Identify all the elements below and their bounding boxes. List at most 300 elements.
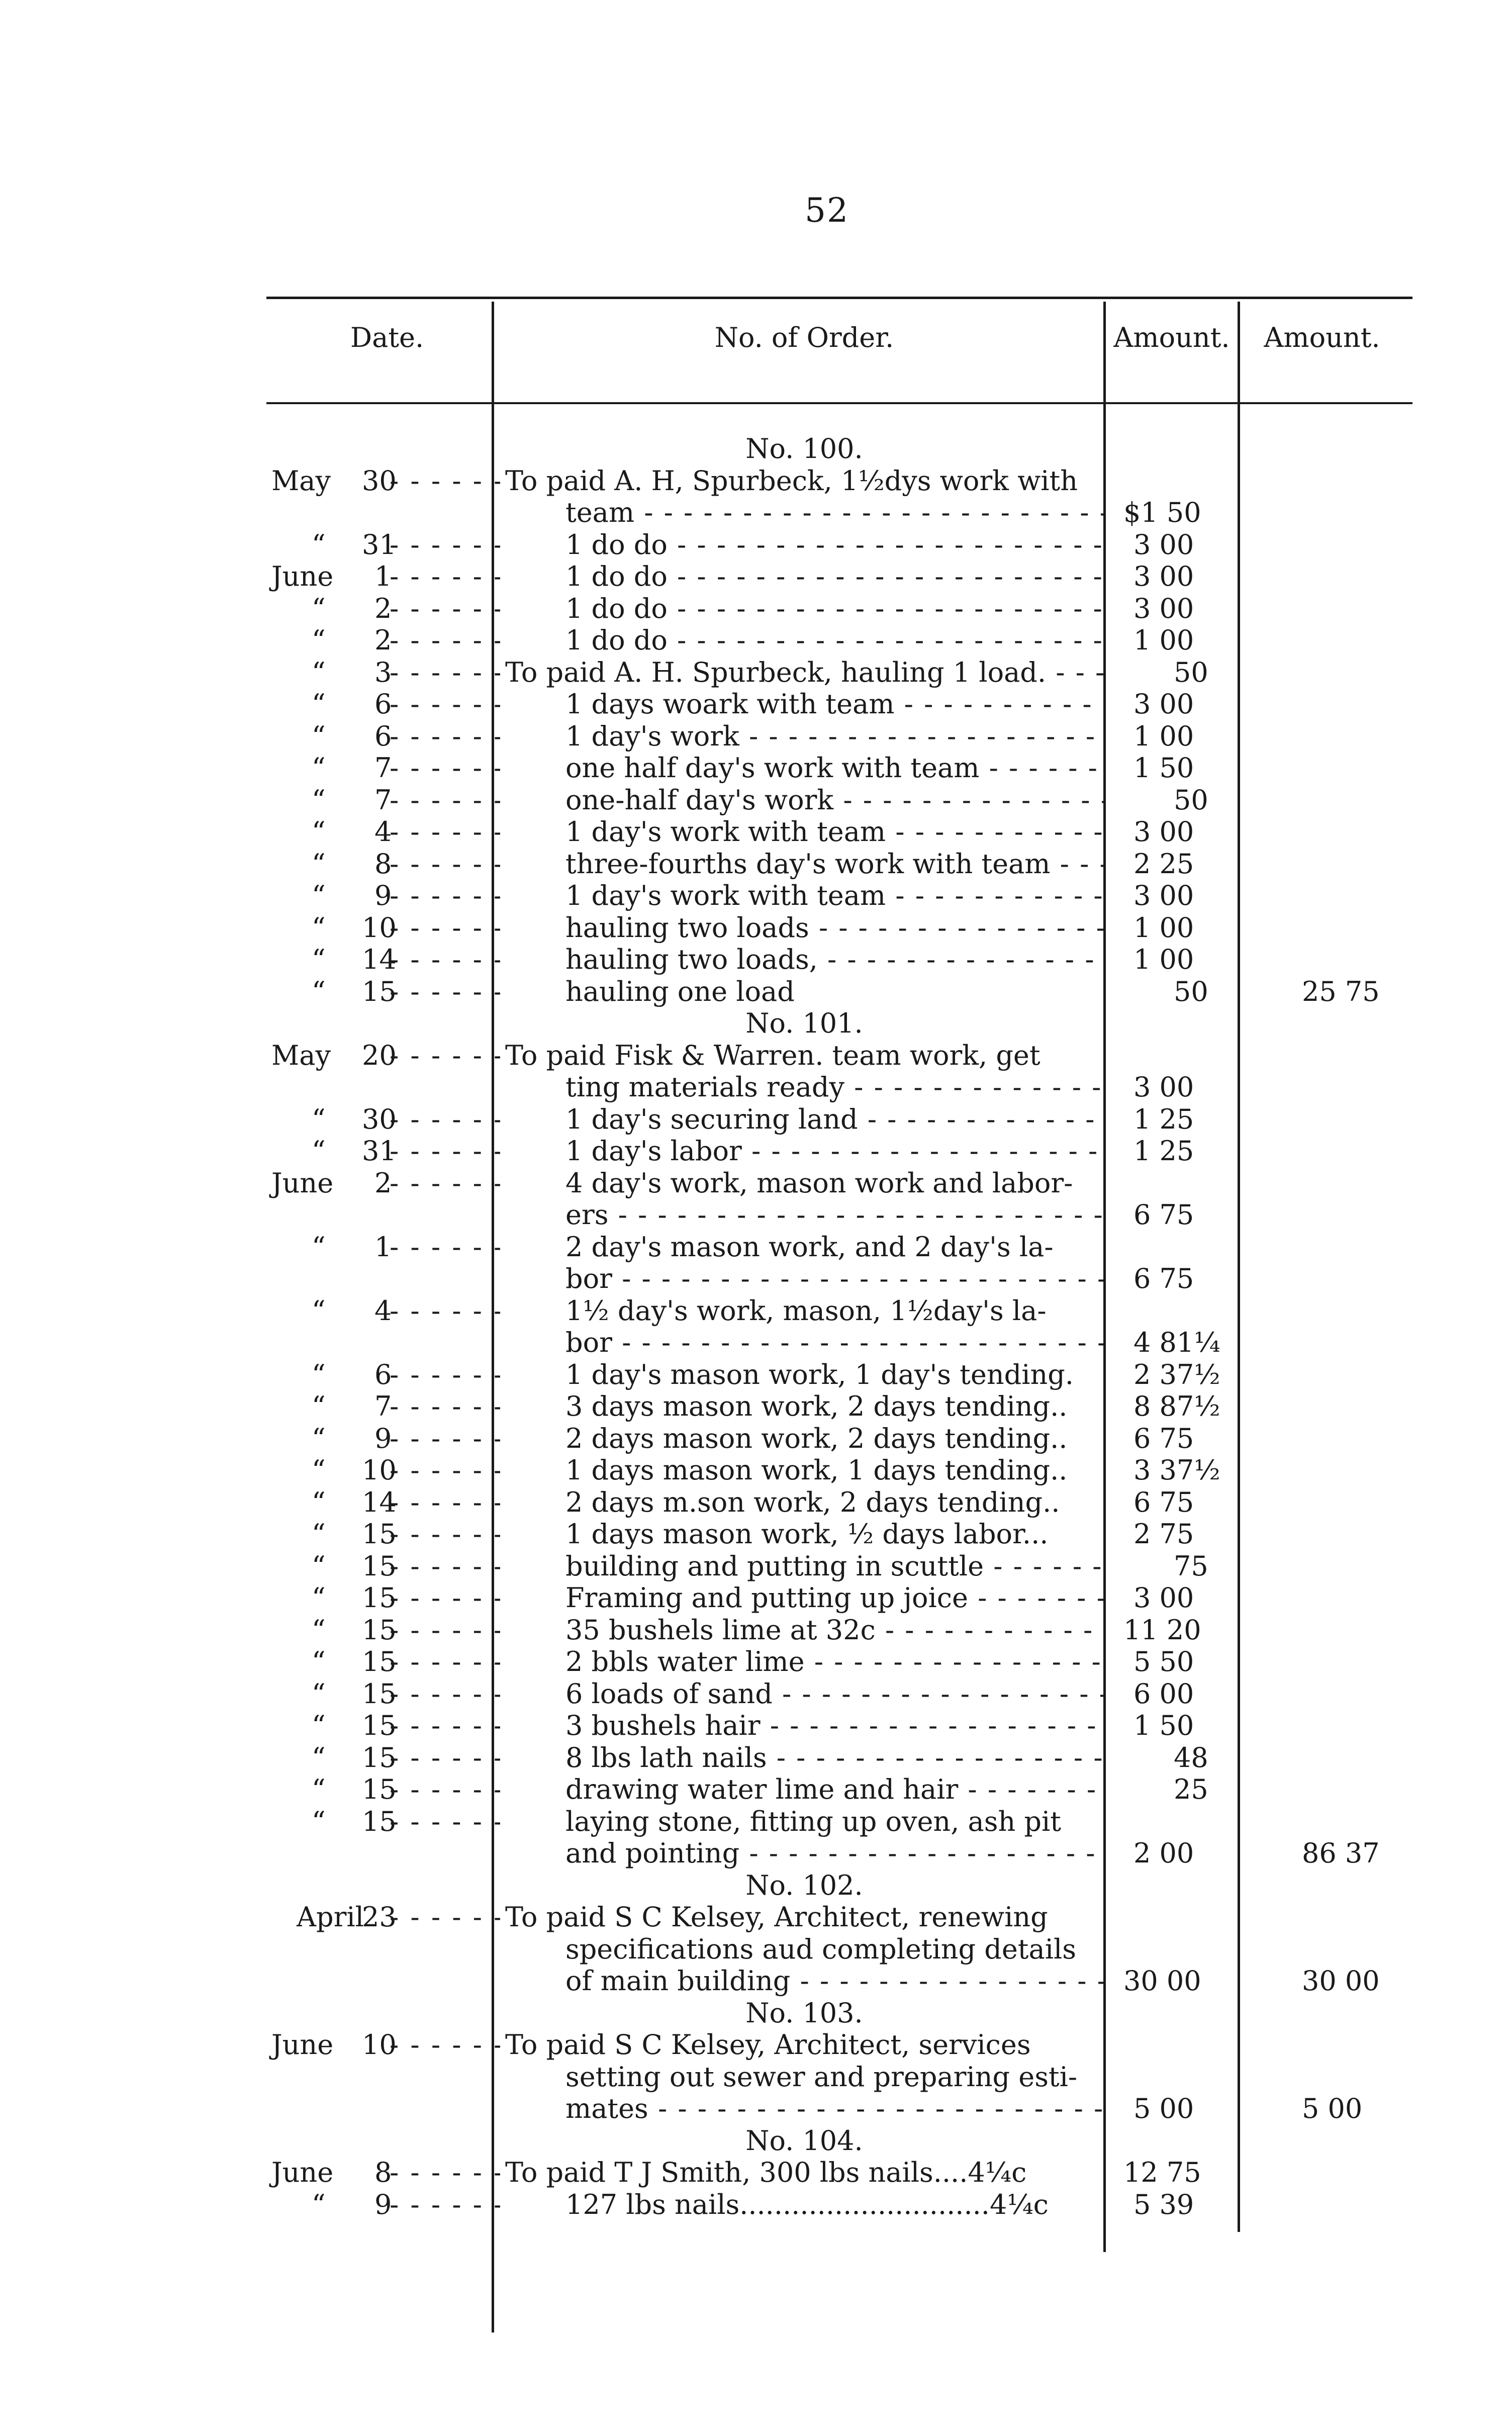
entry-month: “ [312, 944, 326, 975]
entry-description: 1 do do - - - [505, 560, 1103, 593]
entry-description: 1 days mason work, 1 days tending.. [565, 1454, 1068, 1486]
entry-amount: 25 [1174, 1773, 1208, 1805]
order-number-row [0, 432, 1512, 465]
entry-date [251, 1741, 500, 1775]
date-leader [390, 848, 500, 881]
ledger-row [0, 1965, 1512, 1998]
entry-date [251, 975, 500, 1008]
date-leader [390, 1581, 500, 1615]
entry-amount: 4 81¼ [1133, 1327, 1220, 1358]
order-number: No. 100. [745, 433, 863, 464]
entry-day: 10 [362, 1454, 397, 1486]
entry-description: hauling two loads, - - - [505, 943, 1103, 976]
entry-day: 15 [362, 1646, 397, 1677]
entry-day: 9 [374, 1422, 392, 1454]
entry-date [251, 1231, 500, 1264]
ledger-row [0, 1550, 1512, 1583]
date-leader [390, 784, 500, 817]
entry-month: “ [312, 784, 326, 816]
ledger-row [0, 1677, 1512, 1711]
date-leader [390, 2156, 500, 2189]
ledger-row [0, 1198, 1512, 1232]
entry-description: 1 days mason work, ½ days labor... [565, 1518, 1049, 1550]
ledger-row [0, 1135, 1512, 1168]
entry-description: ers - - - [505, 1198, 1103, 1232]
date-leader [390, 752, 500, 785]
entry-date [251, 1550, 500, 1583]
entry-description: laying stone, fitting up oven, ash pit [565, 1805, 1061, 1837]
ledger-row [0, 1231, 1512, 1264]
ledger-row [0, 1614, 1512, 1647]
date-leader [390, 1135, 500, 1168]
entry-amount: 3 00 [1133, 1071, 1194, 1103]
entry-day: 2 [374, 624, 392, 656]
ledger-row [0, 943, 1512, 976]
entry-month: “ [312, 1741, 326, 1773]
ledger-row [0, 720, 1512, 753]
order-number: No. 101. [745, 1007, 863, 1039]
entry-date [251, 1422, 500, 1455]
entry-description: of main building - - - [505, 1965, 1103, 1998]
entry-day: 15 [362, 1741, 397, 1773]
entry-description: To paid S C Kelsey, Architect, renewing [505, 1901, 1048, 1933]
ledger-row [0, 1071, 1512, 1104]
entry-date [251, 2188, 500, 2221]
entry-month: June [271, 561, 334, 592]
entry-date [251, 1167, 500, 1200]
entry-date [251, 1103, 500, 1136]
date-leader [390, 720, 500, 753]
entry-amount: 50 [1174, 656, 1208, 688]
entry-amount: 6 75 [1133, 1486, 1194, 1518]
order-number: No. 102. [745, 1869, 863, 1901]
entry-day: 8 [374, 848, 392, 880]
header-top-rule [266, 297, 1412, 299]
entry-amount: 2 25 [1133, 848, 1194, 880]
entry-month: April [297, 1901, 364, 1933]
ledger-row [0, 2092, 1512, 2125]
entry-description: 8 lbs lath nails - - - [505, 1741, 1103, 1775]
order-number-row [0, 1997, 1512, 2030]
ledger-row [0, 688, 1512, 721]
date-leader [390, 1614, 500, 1647]
entry-day: 2 [374, 1167, 392, 1199]
entry-day: 30 [362, 1103, 397, 1135]
ledger-row [0, 2188, 1512, 2221]
subtotal-amount: 86 37 [1302, 1837, 1380, 1869]
entry-amount: 5 00 [1133, 2093, 1194, 2124]
entry-day: 15 [362, 1677, 397, 1710]
ledger-row [0, 911, 1512, 945]
entry-amount: 1 00 [1133, 720, 1194, 752]
ledger-row [0, 2156, 1512, 2189]
entry-month: “ [312, 1390, 326, 1422]
ledger-row [0, 1518, 1512, 1551]
entry-amount: 3 00 [1133, 592, 1194, 624]
entry-day: 23 [362, 1901, 397, 1933]
date-leader [390, 911, 500, 945]
date-leader [390, 1645, 500, 1678]
entry-day: 4 [374, 1294, 392, 1327]
entry-month: “ [312, 880, 326, 911]
header-amount-2: Amount. [1264, 322, 1380, 353]
entry-description: team - - - [505, 496, 1103, 529]
entry-month: “ [312, 1582, 326, 1614]
ledger-row [0, 1486, 1512, 1519]
entry-description: To paid T J Smith, 300 lbs nails....4¼c [505, 2157, 1027, 2188]
entry-month: “ [312, 1294, 326, 1327]
entry-amount: 2 37½ [1133, 1358, 1220, 1390]
entry-description: 6 loads of sand - - - [505, 1677, 1103, 1711]
ledger-row [0, 1901, 1512, 1934]
entry-amount: 11 20 [1123, 1614, 1201, 1646]
entry-amount: 1 50 [1133, 1710, 1194, 1741]
entry-description: 1½ day's work, mason, 1½day's la- [565, 1294, 1047, 1327]
subtotal-amount: 5 00 [1302, 2093, 1363, 2124]
date-leader [390, 815, 500, 849]
ledger-row [0, 2028, 1512, 2062]
entry-description: one-half day's work - - - [505, 784, 1103, 817]
ledger-row [0, 2061, 1512, 2094]
entry-day: 30 [362, 464, 397, 497]
ledger-row [0, 879, 1512, 912]
entry-amount: 6 75 [1133, 1199, 1194, 1231]
entry-description: mates - - - [505, 2092, 1103, 2125]
ledger-row [0, 1294, 1512, 1328]
entry-month: “ [312, 752, 326, 784]
entry-date [251, 1358, 500, 1391]
entry-day: 3 [374, 656, 392, 688]
entry-amount: 8 87½ [1133, 1390, 1220, 1422]
entry-day: 9 [374, 2188, 392, 2220]
date-leader [390, 1231, 500, 1264]
ledger-row [0, 464, 1512, 498]
entry-day: 4 [374, 816, 392, 848]
entry-description: three-fourths day's work with team - - - [505, 848, 1103, 881]
entry-month: “ [312, 1135, 326, 1167]
entry-date [251, 1709, 500, 1742]
entry-month: “ [312, 911, 326, 944]
entry-description: To paid A. H, Spurbeck, 1½dys work with [505, 464, 1078, 497]
entry-day: 1 [374, 561, 392, 592]
entry-description: bor - - - [505, 1326, 1103, 1359]
entry-month: “ [312, 1677, 326, 1710]
entry-day: 10 [362, 2029, 397, 2061]
ledger-row [0, 1933, 1512, 1966]
order-number: No. 104. [745, 2124, 863, 2157]
entry-date [251, 1677, 500, 1711]
entry-month: “ [312, 688, 326, 720]
date-leader [390, 1039, 500, 1072]
entry-amount: 75 [1174, 1550, 1208, 1582]
entry-month: “ [312, 1550, 326, 1582]
entry-amount: 5 39 [1133, 2188, 1194, 2220]
ledger-row [0, 528, 1512, 562]
entry-date [251, 1390, 500, 1423]
entry-date [251, 848, 500, 881]
ledger-row [0, 592, 1512, 625]
entry-description: ting materials ready - - - [505, 1071, 1103, 1104]
entry-date [251, 1773, 500, 1806]
entry-day: 1 [374, 1231, 392, 1263]
date-leader [390, 1773, 500, 1806]
entry-date [251, 1901, 500, 1934]
entry-description: setting out sewer and preparing esti- [565, 2061, 1078, 2093]
ledger-row [0, 1326, 1512, 1359]
entry-day: 6 [374, 688, 392, 720]
entry-day: 7 [374, 752, 392, 784]
entry-amount: 1 25 [1133, 1135, 1194, 1167]
entry-date [251, 624, 500, 657]
ledger-row [0, 656, 1512, 689]
entry-day: 15 [362, 1773, 397, 1805]
order-number-row [0, 1869, 1512, 1902]
date-leader [390, 2188, 500, 2221]
entry-month: “ [312, 1422, 326, 1454]
ledger-row [0, 1103, 1512, 1136]
entry-month: “ [312, 720, 326, 752]
ledger-row [0, 496, 1512, 529]
entry-description: To paid A. H. Spurbeck, hauling 1 load. - - - [505, 656, 1103, 689]
entry-description: 1 day's mason work, 1 day's tending. [565, 1358, 1074, 1390]
entry-description: building and putting in scuttle - - - [505, 1550, 1103, 1583]
entry-amount: 12 75 [1123, 2157, 1201, 2188]
entry-month: “ [312, 1518, 326, 1550]
entry-description: To paid Fisk & Warren. team work, get [505, 1039, 1041, 1071]
entry-amount: 1 50 [1133, 752, 1194, 784]
entry-date [251, 1581, 500, 1615]
date-leader [390, 975, 500, 1008]
entry-description: 1 do do - - - [505, 592, 1103, 625]
date-leader [390, 560, 500, 593]
date-leader [390, 528, 500, 562]
ledger-row [0, 1837, 1512, 1870]
ledger-row [0, 624, 1512, 657]
entry-date [251, 943, 500, 976]
entry-amount: 3 00 [1133, 688, 1194, 720]
entry-description: Framing and putting up joice - - - [505, 1581, 1103, 1615]
entry-amount: 3 00 [1133, 1582, 1194, 1614]
entry-day: 15 [362, 1710, 397, 1741]
entry-amount: 3 37½ [1133, 1454, 1220, 1486]
entry-date [251, 1294, 500, 1328]
date-leader [390, 1390, 500, 1423]
ledger-row [0, 560, 1512, 593]
entry-date [251, 1805, 500, 1838]
entry-day: 2 [374, 592, 392, 624]
entry-day: 9 [374, 880, 392, 911]
entry-description: 3 days mason work, 2 days tending.. [565, 1390, 1068, 1422]
entry-amount: 3 00 [1133, 528, 1194, 561]
entry-month: “ [312, 1805, 326, 1837]
entry-date [251, 815, 500, 849]
ledger-row [0, 1454, 1512, 1487]
ledger-row [0, 815, 1512, 849]
entry-day: 6 [374, 720, 392, 752]
entry-date [251, 688, 500, 721]
entry-description: hauling two loads - - - [505, 911, 1103, 945]
entry-month: “ [312, 656, 326, 688]
entry-amount: 50 [1174, 784, 1208, 816]
header-amount-1: Amount. [1113, 322, 1230, 353]
entry-description: 2 days m.son work, 2 days tending.. [565, 1486, 1060, 1518]
entry-day: 6 [374, 1358, 392, 1390]
entry-amount: 1 00 [1133, 624, 1194, 656]
date-leader [390, 2028, 500, 2062]
entry-month: “ [312, 1103, 326, 1135]
entry-description: 2 days mason work, 2 days tending.. [565, 1422, 1068, 1454]
ledger-row [0, 1262, 1512, 1295]
entry-date [251, 1039, 500, 1072]
entry-description: and pointing - - - [505, 1837, 1103, 1870]
entry-amount: 30 00 [1123, 1965, 1201, 1997]
entry-amount: 6 75 [1133, 1422, 1194, 1454]
entry-description: bor - - - [505, 1262, 1103, 1295]
entry-description: one half day's work with team - - - [505, 752, 1103, 785]
entry-date [251, 2156, 500, 2189]
entry-day: 15 [362, 1805, 397, 1837]
entry-month: May [271, 464, 331, 497]
ledger-row [0, 1422, 1512, 1455]
entry-date [251, 1454, 500, 1487]
entry-date [251, 1518, 500, 1551]
entry-amount: 3 00 [1133, 880, 1194, 911]
entry-description: drawing water lime and hair - - - [505, 1773, 1103, 1806]
date-leader [390, 1805, 500, 1838]
entry-amount: 50 [1174, 975, 1208, 1007]
entry-date [251, 528, 500, 562]
ledger-row [0, 1805, 1512, 1838]
entry-description: To paid S C Kelsey, Architect, services [505, 2029, 1031, 2061]
ledger-row [0, 975, 1512, 1008]
ledger-row [0, 1581, 1512, 1615]
entry-date [251, 1486, 500, 1519]
entry-description: 1 do do - - - [505, 528, 1103, 562]
date-leader [390, 1454, 500, 1487]
entry-day: 31 [362, 1135, 397, 1167]
entry-description: 1 day's work - - - [505, 720, 1103, 753]
entry-date [251, 656, 500, 689]
date-leader [390, 1103, 500, 1136]
ledger-row [0, 1039, 1512, 1072]
entry-date [251, 879, 500, 912]
order-number: No. 103. [745, 1997, 863, 2029]
entry-description: 1 day's labor - - - [505, 1135, 1103, 1168]
order-number-row [0, 2124, 1512, 2158]
ledger-row [0, 752, 1512, 785]
entry-day: 20 [362, 1039, 397, 1071]
entry-date [251, 1135, 500, 1168]
entry-date [251, 464, 500, 498]
date-leader [390, 1422, 500, 1455]
entry-month: June [271, 1167, 334, 1199]
entry-day: 15 [362, 1550, 397, 1582]
ledger-row [0, 784, 1512, 817]
entry-date [251, 784, 500, 817]
entry-month: “ [312, 1614, 326, 1646]
date-leader [390, 1901, 500, 1934]
entry-month: May [271, 1039, 331, 1071]
entry-month: “ [312, 1486, 326, 1518]
entry-day: 8 [374, 2157, 392, 2188]
date-leader [390, 1486, 500, 1519]
entry-date [251, 2028, 500, 2062]
entry-description: 1 day's work with team - - - [505, 879, 1103, 912]
ledger-row [0, 848, 1512, 881]
entry-day: 15 [362, 975, 397, 1007]
date-leader [390, 1358, 500, 1391]
ledger-row [0, 1645, 1512, 1678]
entry-amount: 5 50 [1133, 1646, 1194, 1677]
entry-date [251, 720, 500, 753]
entry-description: 2 day's mason work, and 2 day's la- [565, 1231, 1054, 1263]
entry-date [251, 1645, 500, 1678]
entry-month: “ [312, 816, 326, 848]
date-leader [390, 943, 500, 976]
date-leader [390, 1294, 500, 1328]
entry-month: “ [312, 528, 326, 561]
entry-day: 14 [362, 944, 397, 975]
entry-day: 10 [362, 911, 397, 944]
entry-day: 7 [374, 784, 392, 816]
entry-month: June [271, 2029, 334, 2061]
order-number-row [0, 1007, 1512, 1040]
entry-day: 31 [362, 528, 397, 561]
entry-description: 2 bbls water lime - - - [505, 1645, 1103, 1678]
entry-amount: 6 00 [1133, 1677, 1194, 1710]
date-leader [390, 592, 500, 625]
date-leader [390, 1677, 500, 1711]
entry-month: “ [312, 1454, 326, 1486]
entry-date [251, 911, 500, 945]
entry-amount: 3 00 [1133, 561, 1194, 592]
entry-month: “ [312, 1646, 326, 1677]
entry-amount: $1 50 [1123, 497, 1201, 528]
entry-amount: 1 25 [1133, 1103, 1194, 1135]
date-leader [390, 1741, 500, 1775]
entry-description: 1 day's securing land - - - [505, 1103, 1103, 1136]
date-leader [390, 1550, 500, 1583]
entry-month: “ [312, 624, 326, 656]
entry-month: “ [312, 592, 326, 624]
entry-day: 7 [374, 1390, 392, 1422]
entry-description: 1 do do - - - [505, 624, 1103, 657]
entry-amount: 1 00 [1133, 944, 1194, 975]
header-date: Date. [350, 322, 424, 353]
subtotal-amount: 25 75 [1302, 975, 1380, 1007]
entry-amount: 6 75 [1133, 1263, 1194, 1294]
ledger-row [0, 1709, 1512, 1742]
entry-date [251, 1614, 500, 1647]
date-leader [390, 688, 500, 721]
entry-month: June [271, 2157, 334, 2188]
entry-day: 14 [362, 1486, 397, 1518]
subtotal-amount: 30 00 [1302, 1965, 1380, 1997]
entry-month: “ [312, 2188, 326, 2220]
date-leader [390, 879, 500, 912]
entry-day: 15 [362, 1582, 397, 1614]
entry-month: “ [312, 1231, 326, 1263]
entry-day: 15 [362, 1518, 397, 1550]
header-order: No. of Order. [714, 322, 894, 353]
ledger-row [0, 1741, 1512, 1775]
ledger-row [0, 1773, 1512, 1806]
entry-description: 35 bushels lime at 32c - - - [505, 1614, 1103, 1647]
header-bottom-rule [266, 402, 1412, 404]
entry-month: “ [312, 975, 326, 1007]
ledger-row [0, 1167, 1512, 1200]
entry-description: 1 day's work with team - - - [505, 815, 1103, 849]
